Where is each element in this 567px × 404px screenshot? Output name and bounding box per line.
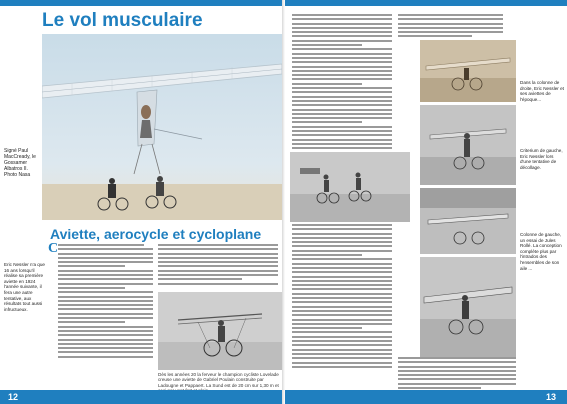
hangar-aviette-photo — [420, 188, 516, 254]
inline-photo-aviette — [158, 292, 282, 370]
body-column-2 — [158, 244, 278, 287]
nessler-glider-photo — [420, 105, 516, 185]
hero-photo — [42, 34, 282, 220]
section-subtitle: Aviette, aerocycle et cycloplane — [50, 226, 262, 242]
side-caption-1: Signé Paul MacCready, le Gossamer Albatros II. Photo Nasa — [4, 148, 36, 178]
rolle-aviette-photo — [420, 257, 516, 357]
footer-band-right — [285, 390, 567, 404]
right-body-column-1 — [292, 14, 392, 152]
right-photo-2 — [420, 40, 516, 102]
right-side-caption-2: Criterium de gauche, Eric Nessler lors d'une tentative de décollage. — [520, 148, 563, 170]
right-side-caption-1: Dans la colonne de droite, Eric Nessler et ses aviettes de l'époque... — [520, 80, 564, 102]
side-caption-2: Eric Nessler n'a que 16 ans lorsqu'il réalise sa première aviette en 1924 l'année suivante, il fera une autre tentative, aux résultats tout aussi infructueux. — [4, 262, 45, 312]
right-photo-4 — [420, 188, 516, 254]
aviette-sepia-photo — [420, 40, 516, 102]
right-body-column-2b — [398, 357, 516, 391]
right-body-column-2 — [398, 14, 503, 40]
right-photo-5 — [420, 257, 516, 357]
right-body-column-1b — [292, 224, 392, 370]
right-photo-1 — [290, 152, 410, 222]
right-side-caption-3: Colonne de gauche, un essai de Jules Rollé. La conception complète plus par l'intrados des l'ensembles de son aile ... — [520, 232, 562, 271]
page-number-left: 12 — [8, 392, 19, 402]
page-title: Le vol musculaire — [42, 10, 203, 31]
top-band-left — [0, 0, 282, 6]
gutter — [282, 0, 285, 404]
top-band-right — [285, 0, 567, 6]
page-number-right: 13 — [546, 392, 557, 402]
photo-caption: Dès les années 20 la ferveur le champion cycliste Lovelade creuse une aviette de Gabriel Poulain construite par Ladougne et Pappaert. La Sund est de 20 cm sur 1,30 m et — [158, 372, 279, 388]
human-powered-aircraft-photo — [42, 34, 282, 220]
body-column-1 — [58, 244, 153, 360]
aviette-photo — [158, 292, 282, 370]
drop-cap: C — [48, 241, 59, 256]
cyclists-on-track-photo — [290, 152, 410, 222]
right-photo-3 — [420, 105, 516, 185]
footer-band-left — [0, 390, 282, 404]
